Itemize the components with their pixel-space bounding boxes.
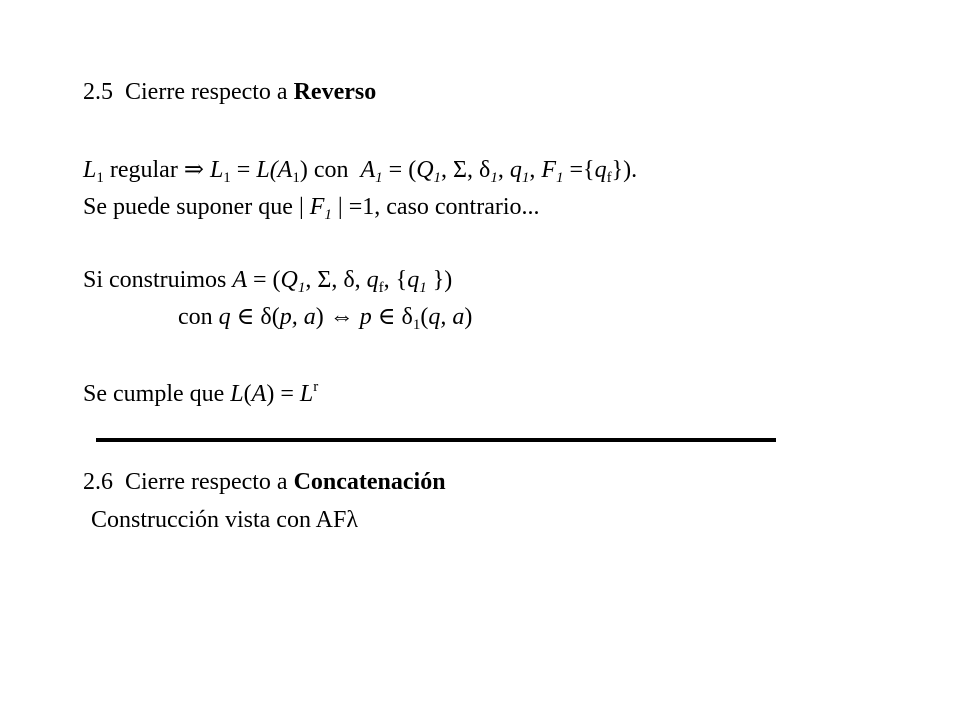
- heading-bold-reverso: Reverso: [293, 79, 377, 105]
- implies-symbol: ⇒: [183, 157, 204, 183]
- regular-language-definition: $L_1$ regular ⇒ $L_1 = L(A_1)$ con $A_1 = (Q_1$, Σ, $\delta_1$, $q_1$, $F_1 =\{q_f\}$).: [83, 157, 638, 186]
- section-2-5-heading: 2.5 Cierre respecto a Reverso: [83, 79, 377, 105]
- concatenation-construction-note: Construcción vista con AFλ: [91, 507, 358, 533]
- iff-symbol: ⇔: [329, 304, 354, 330]
- heading-bold-concatenacion: Concatenación: [293, 469, 446, 495]
- section-2-6-heading: 2.6 Cierre respecto a Concatenación: [83, 469, 446, 495]
- single-final-state-assumption: Se puede suponer que | $F_1$ | =1, caso contrario...: [83, 194, 540, 223]
- reverse-language-result: Se cumple que $L(A) = L^r$: [83, 379, 319, 407]
- reverse-automaton-construction: Si construimos $A = (Q_1$, Σ, δ, $q_f$, {$q_1$ }): [83, 267, 453, 296]
- reverse-transition-condition: con q ∈ δ(p, a) ⇔ p ∈ $\delta_1(q$, a): [178, 304, 473, 333]
- section-divider: [96, 438, 776, 442]
